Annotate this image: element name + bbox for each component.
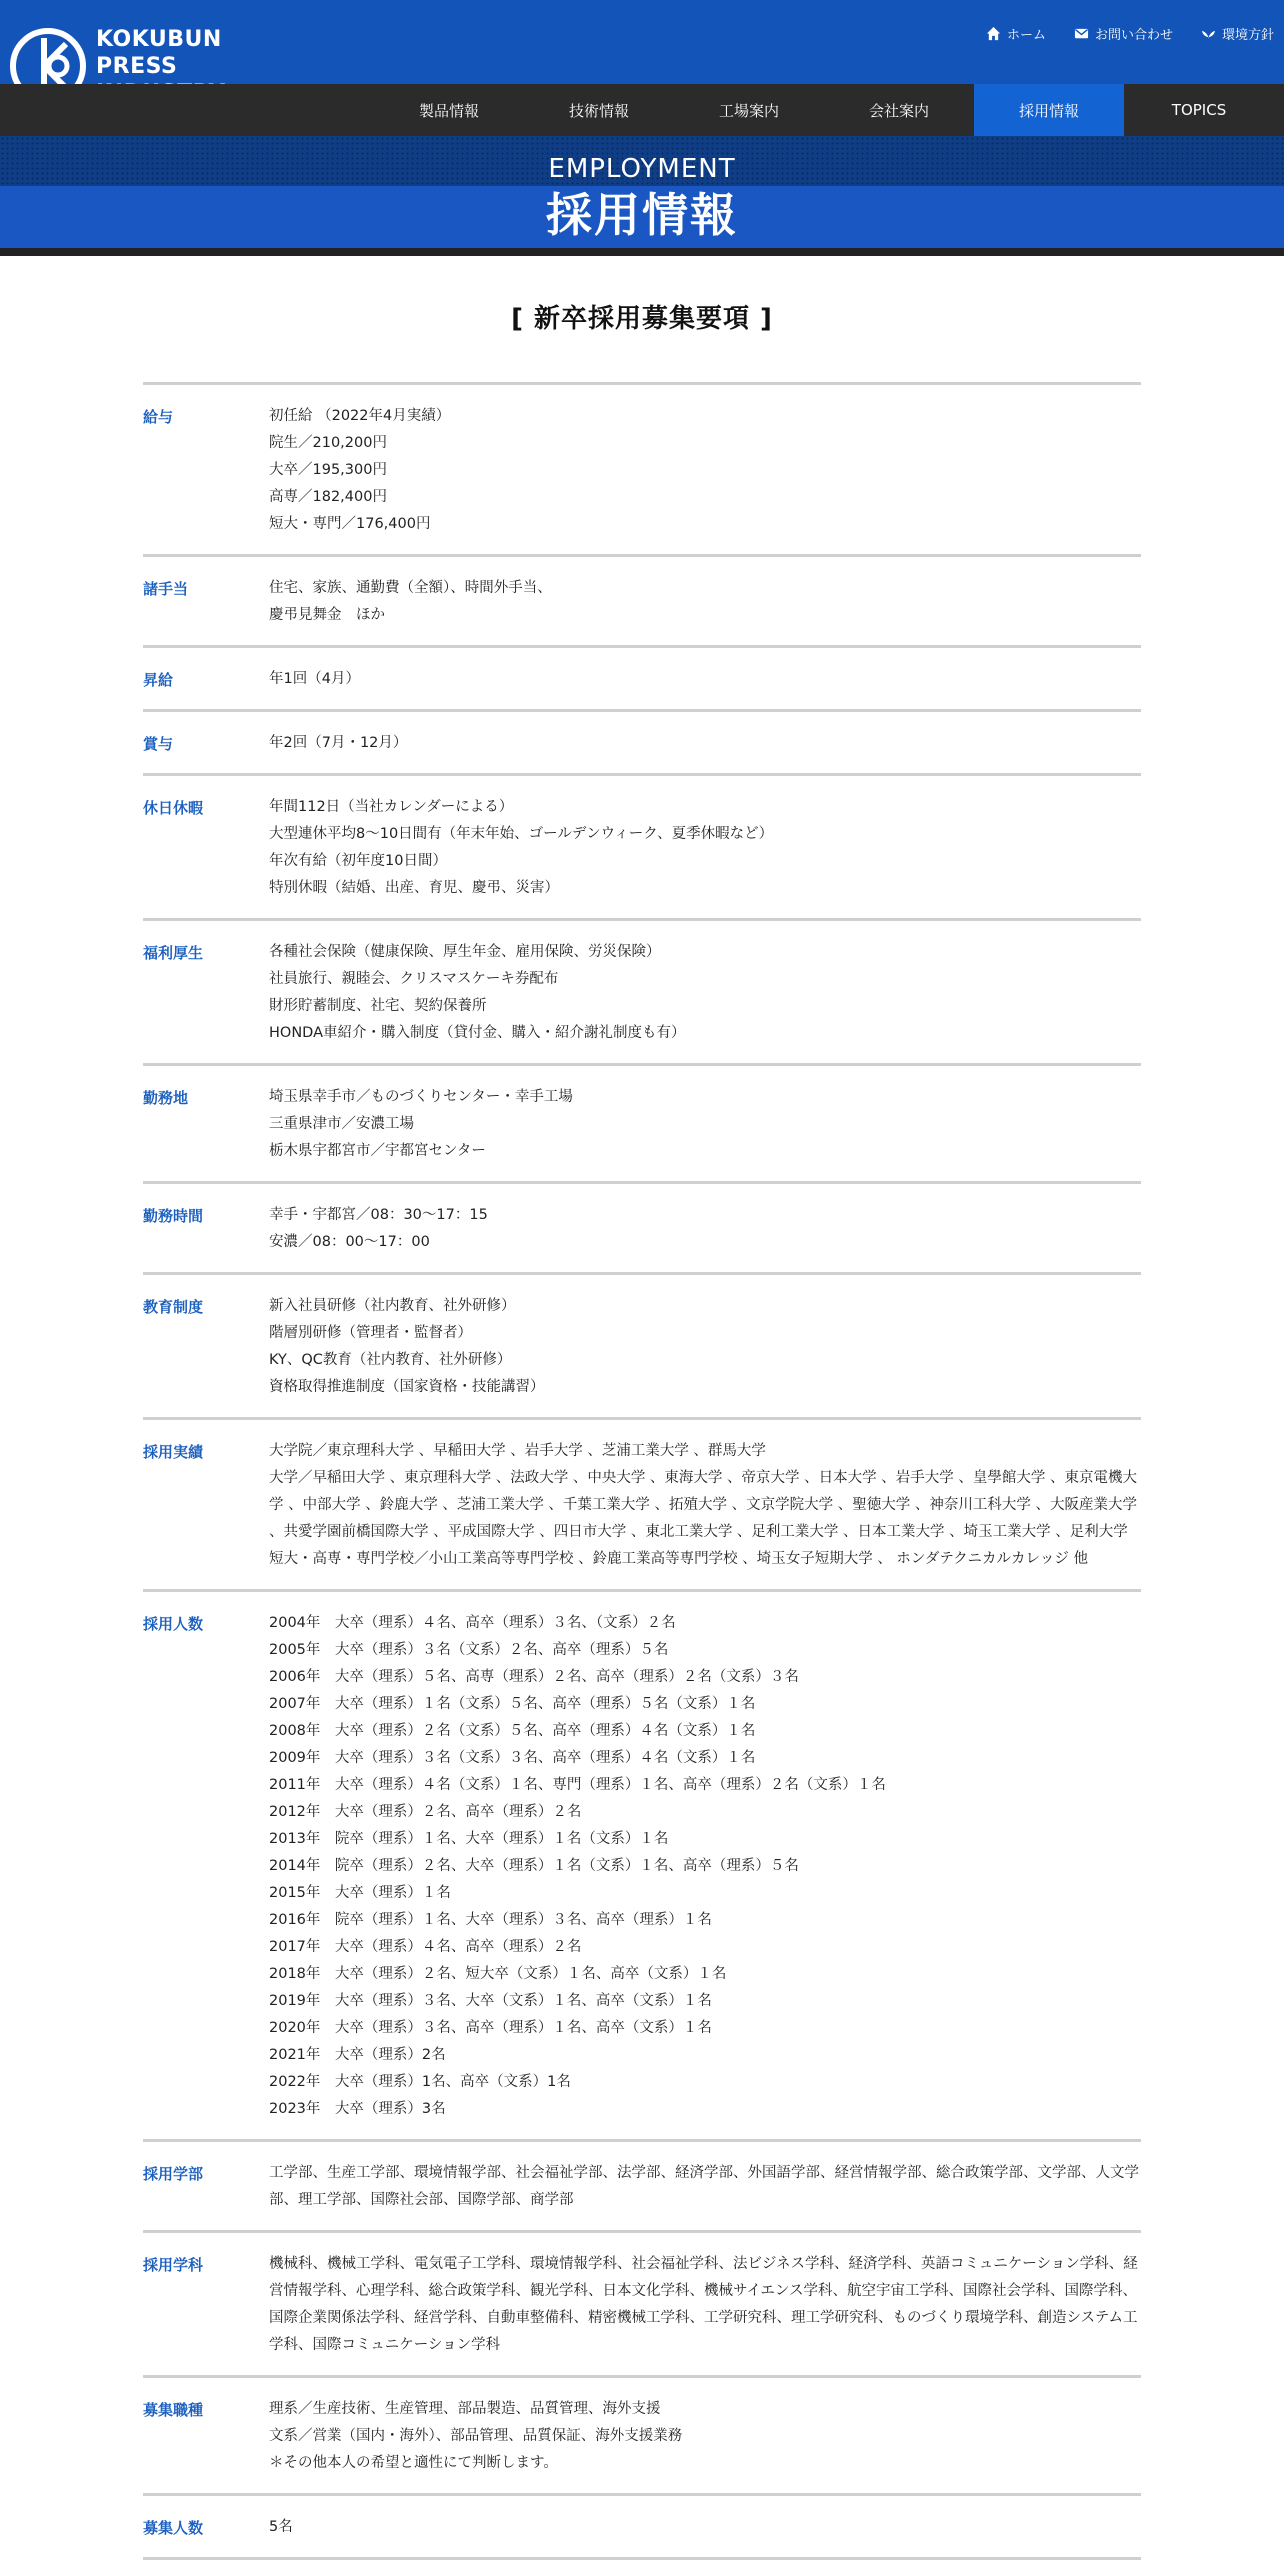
row-value-line: 年次有給（初年度10日間） — [269, 853, 447, 869]
row-value-line: 安濃／08：00～17：00 — [269, 1234, 430, 1250]
hero-title-en: EMPLOYMENT — [548, 154, 736, 184]
row-label: 諸手当 — [143, 580, 189, 598]
row-value-line: 高専／182,400円 — [269, 489, 387, 505]
row-label: 採用人数 — [143, 1615, 204, 1633]
leaf-icon — [1201, 26, 1216, 41]
row-label: 採用実績 — [143, 1443, 204, 1461]
row-value — [269, 575, 1141, 629]
page-title: [ 新卒採用募集要項 ] — [511, 304, 773, 334]
row-label: 休日休暇 — [143, 799, 204, 817]
hero-title-jp: 採用情報 — [546, 188, 738, 242]
requirements-table — [143, 382, 1141, 2560]
environment-policy-label: 環境方針 — [1221, 28, 1274, 43]
main-nav — [0, 84, 1284, 136]
row-value — [269, 939, 1141, 1047]
row-value-line: 2020年 大卒（理系）３名、高卒（理系）１名、高卒（文系）１名 — [269, 2020, 712, 2036]
row-value-line: 年2回（7月・12月） — [269, 735, 408, 751]
row-value-line: ＊その他本人の希望と適性にて判断します。 — [269, 2455, 558, 2471]
row-value-line: 2008年 大卒（理系）２名（文系）５名、高卒（理系）４名（文系）１名 — [269, 1723, 756, 1739]
row-value-line: 2021年 大卒（理系）2名 — [269, 2047, 446, 2063]
row-label: 募集職種 — [143, 2401, 204, 2419]
row-value-line: 5名 — [269, 2519, 293, 2535]
nav-products[interactable]: 製品情報 — [418, 101, 479, 120]
table-row — [143, 1420, 1141, 1592]
row-value-line: 階層別研修（管理者・監督者） — [269, 1325, 472, 1341]
row-value-line: 2011年 大卒（理系）４名（文系）１名、専門（理系）１名、高卒（理系）２名（文系）１名 — [269, 1777, 886, 1793]
row-label: 福利厚生 — [143, 944, 204, 962]
row-value-line: HONDA車紹介・購入制度（貸付金、購入・紹介謝礼制度も有） — [269, 1025, 686, 1041]
row-value-line: 2022年 大卒（理系）1名、高卒（文系）1名 — [269, 2074, 571, 2090]
row-value-line: 埼玉県幸手市／ものづくりセンター・幸手工場 — [269, 1089, 573, 1105]
row-label: 勤務時間 — [143, 1207, 204, 1225]
row-label: 昇給 — [143, 671, 174, 689]
nav-technology[interactable]: 技術情報 — [568, 101, 629, 120]
row-value-line: 住宅、家族、通勤費（全額）、時間外手当、 — [269, 580, 552, 596]
row-value-line: 短大・専門／176,400円 — [269, 516, 431, 532]
row-value-line: 大型連休平均8～10日間有（年末年始、ゴールデンウィーク、夏季休暇など） — [269, 826, 774, 842]
row-value-line: 栃木県宇都宮市／宇都宮センター — [269, 1143, 486, 1159]
row-value-line: 2016年 院卒（理系）１名、大卒（理系）３名、高卒（理系）１名 — [269, 1912, 712, 1928]
row-value-line: 2018年 大卒（理系）２名、短大卒（文系）１名、高卒（文系）１名 — [269, 1966, 727, 1982]
table-row — [143, 776, 1141, 921]
environment-policy-link[interactable] — [1201, 24, 1274, 43]
row-value-line: 文系／営業（国内・海外）、部品管理、品質保証、海外支援業務 — [269, 2428, 683, 2444]
nav-topics[interactable]: TOPICS — [1171, 101, 1227, 119]
row-value-line: 大卒／195,300円 — [269, 462, 387, 478]
table-row — [143, 1275, 1141, 1420]
table-row — [143, 385, 1141, 557]
table-row — [143, 2496, 1141, 2560]
table-row — [143, 921, 1141, 1066]
table-row — [143, 1592, 1141, 2142]
row-value-line: 2017年 大卒（理系）４名、高卒（理系）２名 — [269, 1939, 582, 1955]
logo-line: PRESS — [96, 54, 178, 79]
row-value-line: 2014年 院卒（理系）２名、大卒（理系）１名（文系）１名、高卒（理系）５名 — [269, 1858, 799, 1874]
row-value-line: 2009年 大卒（理系）３名（文系）３名、高卒（理系）４名（文系）１名 — [269, 1750, 756, 1766]
utility-links — [986, 24, 1274, 43]
row-value-line: 2005年 大卒（理系）３名（文系）２名、高卒（理系）５名 — [269, 1642, 669, 1658]
row-value — [269, 2514, 1141, 2541]
table-row — [143, 2378, 1141, 2496]
row-value-line: 大学院／東京理科大学 、早稲田大学 、岩手大学 、芝浦工業大学 、群馬大学 — [269, 1443, 766, 1459]
row-value-line: 機械科、機械工学科、電気電子工学科、環境情報学科、社会福祉学科、法ビジネス学科、経済学科、英語コミュニケーション学科、経営情報学科、心理学科、総合政策学科、観光学科、日本文化学科、機械サイエンス学科、航空宇宙工学科、国際社会学科、国際学科、国際企業関係法学科、経営学科、自動車整備科、精密機械工学科、工学研究科、理工学研究科、ものづくり環境学科、創造システム工学科、国際コミュニケーション学科 — [269, 2256, 1138, 2353]
row-value-line: KY、QC教育（社内教育、社外研修） — [269, 1352, 512, 1368]
row-value-line: 短大・高専・専門学校／小山工業高等専門学校 、鈴鹿工業高等専門学校 、埼玉女子短期大学 、 ホンダテクニカルカレッジ 他 — [269, 1551, 1088, 1567]
row-value-line: 工学部、生産工学部、環境情報学部、社会福祉学部、法学部、経済学部、外国語学部、経営情報学部、総合政策学部、文学部、人文学部、理工学部、国際社会部、国際学部、商学部 — [269, 2165, 1139, 2208]
row-value-line: 財形貯蓄制度、社宅、契約保養所 — [269, 998, 487, 1014]
row-value — [269, 1293, 1141, 1401]
row-value — [269, 1438, 1141, 1573]
row-value — [269, 730, 1141, 757]
nav-recruit[interactable]: 採用情報 — [974, 84, 1124, 136]
nav-factory[interactable]: 工場案内 — [718, 101, 779, 120]
table-row — [143, 2142, 1141, 2233]
row-value-line: 特別休暇（結婚、出産、育児、慶弔、災害） — [269, 880, 559, 896]
row-value-line: 初任給 （2022年4月実績） — [269, 408, 451, 424]
row-value — [269, 666, 1141, 693]
row-label: 募集人数 — [143, 2519, 204, 2537]
nav-company[interactable]: 会社案内 — [868, 101, 929, 120]
contact-link[interactable] — [1074, 24, 1173, 43]
row-value-line: 新入社員研修（社内教育、社外研修） — [269, 1298, 516, 1314]
row-label: 教育制度 — [143, 1298, 204, 1316]
row-value — [269, 2251, 1141, 2359]
row-value-line: 社員旅行、親睦会、クリスマスケーキ券配布 — [269, 971, 559, 987]
row-value — [269, 2396, 1141, 2477]
row-value-line: 三重県津市／安濃工場 — [269, 1116, 414, 1132]
row-label: 給与 — [143, 408, 174, 426]
home-link-label: ホーム — [1006, 28, 1046, 43]
row-value-line: 2004年 大卒（理系）４名、高卒（理系）３名、（文系）２名 — [269, 1615, 676, 1631]
row-value-line: 各種社会保険（健康保険、厚生年金、雇用保険、労災保険） — [269, 944, 661, 960]
row-value-line: 2006年 大卒（理系）５名、高専（理系）２名、高卒（理系）２名（文系）３名 — [269, 1669, 799, 1685]
row-value-line: 大学／早稲田大学 、東京理科大学 、法政大学 、中央大学 、東海大学 、帝京大学 、日本大学 、岩手大学 、皇學館大学 、東京電機大学 、中部大学 、鈴鹿大学 、芝浦工業大学 、千葉工業大学 、拓殖大学 、文京学院大学 、聖徳大学 、神奈川工科大学 、大阪産業大学 、共愛学園前橋国際大学 、平成国際大学 、四日市大学 、東北工業大学 、足利工業大学 、日本工業大学 、埼玉工業大学 、足利大学 — [269, 1470, 1137, 1540]
home-link[interactable] — [986, 24, 1046, 43]
row-value-line: 資格取得推進制度（国家資格・技能講習） — [269, 1379, 545, 1395]
row-value-line: 2012年 大卒（理系）２名、高卒（理系）２名 — [269, 1804, 582, 1820]
row-value-line: 院生／210,200円 — [269, 435, 387, 451]
row-value — [269, 2160, 1141, 2214]
row-value — [269, 1202, 1141, 1256]
table-row — [143, 648, 1141, 712]
row-value — [269, 403, 1141, 538]
row-label: 賞与 — [143, 735, 174, 753]
contact-link-label: お問い合わせ — [1094, 28, 1173, 43]
row-value-line: 2013年 院卒（理系）１名、大卒（理系）１名（文系）１名 — [269, 1831, 669, 1847]
hero-divider — [0, 248, 1284, 256]
logo-line: KOKUBUN — [96, 27, 222, 52]
row-value-line: 2023年 大卒（理系）3名 — [269, 2101, 446, 2117]
row-value — [269, 1610, 1141, 2123]
row-value-line: 年1回（4月） — [269, 671, 360, 687]
table-row — [143, 557, 1141, 648]
row-value-line: 年間112日（当社カレンダーによる） — [269, 799, 514, 815]
mail-icon — [1074, 26, 1089, 41]
row-label: 勤務地 — [143, 1089, 189, 1107]
table-row — [143, 1066, 1141, 1184]
row-label: 採用学部 — [143, 2165, 204, 2183]
home-icon — [986, 26, 1001, 41]
table-row — [143, 712, 1141, 776]
row-value-line: 2019年 大卒（理系）３名、大卒（文系）１名、高卒（文系）１名 — [269, 1993, 712, 2009]
table-row — [143, 2233, 1141, 2378]
row-value — [269, 794, 1141, 902]
row-value-line: 理系／生産技術、生産管理、部品製造、品質管理、海外支援 — [269, 2401, 661, 2417]
header-bar — [0, 0, 1284, 84]
row-value-line: 慶弔見舞金 ほか — [269, 607, 385, 623]
row-value-line: 2015年 大卒（理系）１名 — [269, 1885, 451, 1901]
row-value-line: 2007年 大卒（理系）１名（文系）５名、高卒（理系）５名（文系）１名 — [269, 1696, 756, 1712]
table-row — [143, 1184, 1141, 1275]
row-label: 採用学科 — [143, 2256, 204, 2274]
row-value-line: 幸手・宇都宮／08：30～17：15 — [269, 1207, 488, 1223]
row-value — [269, 1084, 1141, 1165]
